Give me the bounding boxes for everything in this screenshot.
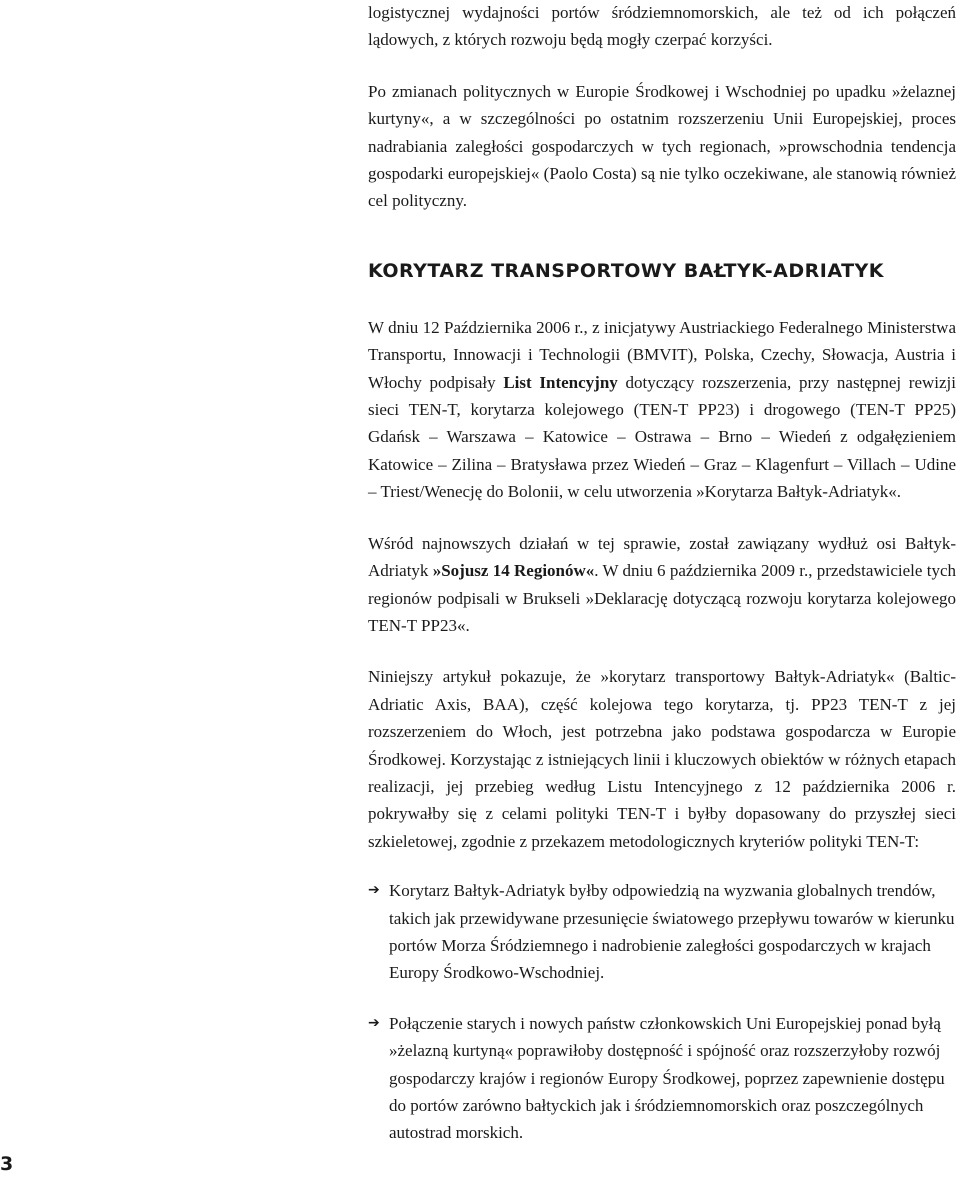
list-item-text: Połączenie starych i nowych państw członkowskich Uni Europejskiej ponad byłą »żelazną kurtyną« poprawiłoby dostępność i spójność oraz rozszerzyłoby rozwój gospodarczy krajów i regionów Europy Środkowej, poprzez zapewnienie dostępu do portów zarówno bałtyckich jak i śródziemnomorskich oraz poszczególnych autostrad morskich. bbox=[389, 1013, 945, 1143]
paragraph-intro-continued: logistycznej wydajności portów śródziemnomorskich, ale też od ich połączeń lądowych, z których rozwoju będą mogły czerpać korzyści. bbox=[368, 3, 956, 50]
text-run: Wśród najnowszych działań w tej sprawie, został zawiązany wydłuż osi Bałtyk-Adriatyk bbox=[368, 533, 956, 581]
bullet-list bbox=[368, 877, 956, 1147]
bold-term-letter-of-intent: List Intencyjny bbox=[503, 372, 618, 392]
bold-term-alliance: »Sojusz 14 Regionów« bbox=[432, 561, 595, 581]
arrow-right-icon: ➔ bbox=[368, 882, 380, 899]
paragraph-article-scope: Niniejszy artykuł pokazuje, że »korytarz transportowy Bałtyk-Adriatyk« (Baltic-Adriatic Axis, BAA), część kolejowa tego korytarza, tj. PP23 TEN-T z jej rozszerzeniem do Włoch, jest potrzebna jako podstawa gospodarcza w Europie Środkowej. Korzystając z istniejących linii i kluczowych obiektów w różnych etapach realizacji, jej przebieg według Listu Intencyjnego z 12 października 2006 r. pokrywałby się z celami polityki TEN-T i byłby dopasowany do przyszłej sieci szkieletowej, zgodnie z przekazem metodologicznych kryteriów polityki TEN-T: bbox=[368, 667, 956, 851]
paragraph-alliance bbox=[368, 530, 956, 640]
arrow-right-icon: ➔ bbox=[368, 1014, 380, 1031]
list-item-text: Korytarz Bałtyk-Adriatyk byłby odpowiedzią na wyzwania globalnych trendów, takich jak przewidywane przesunięcie światowego przepływu towarów w kierunku portów Morza Śródziemnego i nadrobienie zaległości gospodarczych w krajach Europy Środkowo-Wschodniej. bbox=[389, 881, 955, 983]
page-number: 3 bbox=[0, 1153, 14, 1175]
list-item bbox=[368, 877, 956, 987]
text-run: W dniu 12 Października 2006 r., z inicjatywy Austriackiego Federalnego Ministerstwa Transportu, Innowacji i Technologii (BMVIT), Polska, Czechy, Słowacja, Austria i Włochy podpisały bbox=[368, 317, 956, 392]
list-item bbox=[368, 1010, 956, 1147]
paragraph-letter-of-intent bbox=[368, 314, 956, 506]
text-run: . W dniu 6 października 2009 r., przedstawiciele tych regionów podpisali w Brukseli »Deklarację dotyczącą rozwoju korytarza kolejowego TEN-T PP23«. bbox=[368, 561, 956, 635]
page-content bbox=[368, 0, 956, 1170]
text-run: dotyczący rozszerzenia, przy następnej rewizji sieci TEN-T, korytarza kolejowego (TEN-T PP23) i drogowego (TEN-T PP25) Gdańsk – Warszawa – Katowice – Ostrawa – Brno – Wiedeń z odgałęzieniem Katowice – Zilina – Bratysława przez Wiedeń – Graz – Klagenfurt – Villach – Udine – Triest/Wenecję do Bolonii, w celu utworzenia »Korytarza Bałtyk-Adriatyk«. bbox=[368, 372, 956, 502]
section-heading: KORYTARZ TRANSPORTOWY BAŁTYK-ADRIATYK bbox=[368, 259, 885, 282]
paragraph-political-change: Po zmianach politycznych w Europie Środkowej i Wschodniej po upadku »żelaznej kurtyny«, a w szczególności po ostatnim rozszerzeniu Unii Europejskiej, proces nadrabiania zaległości gospodarczych w tych regionach, »prowschodnia tendencja gospodarki europejskiej« (Paolo Costa) są nie tylko oczekiwane, ale stanowią również cel polityczny. bbox=[368, 81, 956, 211]
